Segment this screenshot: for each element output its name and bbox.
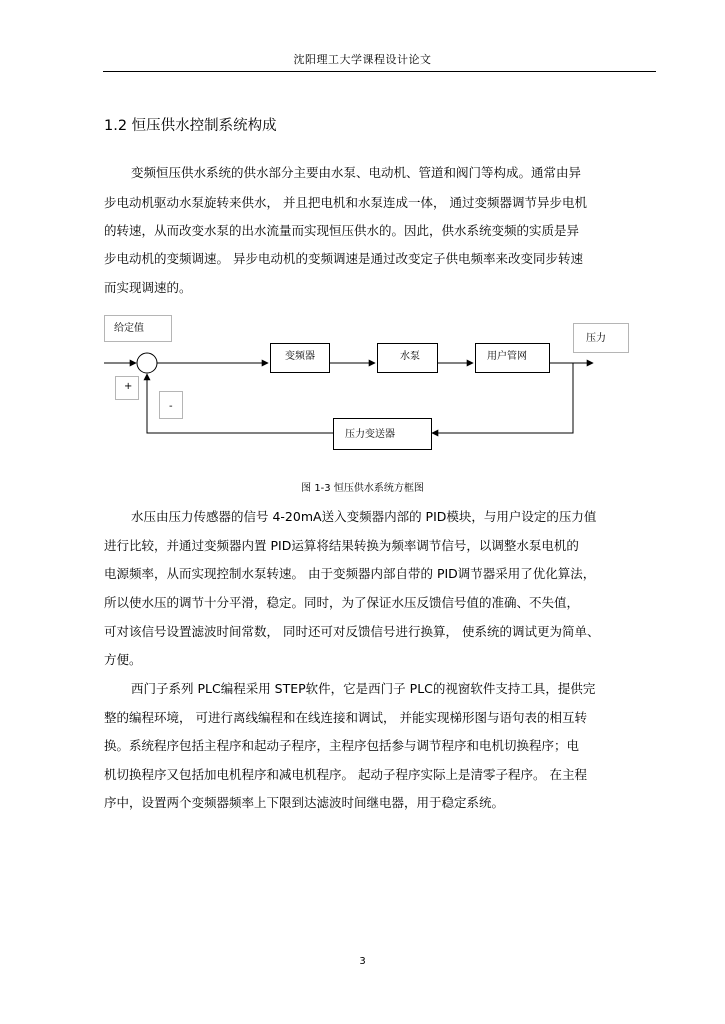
user-network-block-label: 用户管网 xyxy=(487,351,527,362)
plus-sign-text: + xyxy=(124,381,133,392)
summing-junction xyxy=(137,353,157,373)
header-divider xyxy=(103,71,656,72)
figure-caption: 图 1-3 恒压供水系统方框图 xyxy=(301,483,424,494)
paragraph-line: 变频恒压供水系统的供水部分主要由水泵、电动机、管道和阀门等构成。通常由异 xyxy=(131,165,582,180)
inverter-block-label: 变频器 xyxy=(285,351,315,362)
page-header-title: 沈阳理工大学课程设计论文 xyxy=(293,53,432,66)
paragraph-line: 进行比较，并通过变频器内置 PID运算将结果转换为频率调节信号，以调整水泵电机的 xyxy=(104,538,579,553)
minus-sign-text: - xyxy=(169,401,173,412)
minus-sign-label xyxy=(159,391,183,419)
paragraph-line: 电源频率，从而实现控制水泵转速。 由于变频器内部自带的 PID调节器采用了优化算法， xyxy=(104,566,596,581)
page-number: 3 xyxy=(359,956,366,967)
paragraph-line: 而实现调速的。 xyxy=(104,280,192,295)
section-heading: 1.2 恒压供水控制系统构成 xyxy=(104,118,277,134)
plus-sign-label xyxy=(115,376,139,400)
paragraph-line: 可对该信号设置滤波时间常数， 同时还可对反馈信号进行换算， 使系统的调试更为简单、 xyxy=(104,624,600,639)
paragraph-line: 步电动机的变频调速。 异步电动机的变频调速是通过改变定子供电频率来改变同步转速 xyxy=(104,251,583,266)
paragraph-line: 步电动机驱动水泵旋转来供水， 并且把电机和水泵连成一体， 通过变频器调节异步电机 xyxy=(104,195,587,210)
paragraph-line: 所以使水压的调节十分平滑，稳定。同时，为了保证水压反馈信号值的准确、不失值， xyxy=(104,595,580,610)
pump-block xyxy=(377,343,438,373)
feedback-line-to-transmitter xyxy=(432,363,573,433)
paragraph-line: 换。系统程序包括主程序和起动子程序，主程序包括参与调节程序和电机切换程序；电 xyxy=(104,738,580,753)
pressure-transmitter-block-label: 压力变送器 xyxy=(345,429,395,440)
output-pressure-label-text: 压力 xyxy=(586,333,606,344)
paragraph-line: 机切换程序又包括加电机程序和减电机程序。 起动子程序实际上是清零子程序。 在主程 xyxy=(104,767,587,782)
paragraph-line: 整的编程环境， 可进行离线编程和在线连接和调试， 并能实现梯形图与语句表的相互转 xyxy=(104,710,587,725)
paragraph-line: 序中，设置两个变频器频率上下限到达滤波时间继电器，用于稳定系统。 xyxy=(104,795,505,810)
inverter-block xyxy=(270,343,330,373)
paragraph-line: 水压由压力传感器的信号 4-20mA送入变频器内部的 PID模块，与用户设定的压力值 xyxy=(131,509,597,524)
setpoint-label xyxy=(104,315,172,342)
pressure-transmitter-block xyxy=(333,418,432,450)
paragraph-line: 方便。 xyxy=(104,652,142,667)
paragraph-line: 西门子系列 PLC编程采用 STEP软件，它是西门子 PLC的视窗软件支持工具，提供完 xyxy=(131,681,596,696)
setpoint-label-text: 给定值 xyxy=(114,323,144,334)
pump-block-label: 水泵 xyxy=(400,351,420,362)
user-network-block xyxy=(475,343,550,373)
paragraph-line: 的转速，从而改变水泵的出水流量而实现恒压供水的。因此，供水系统变频的实质是异 xyxy=(104,223,580,238)
output-pressure-label xyxy=(573,323,629,353)
